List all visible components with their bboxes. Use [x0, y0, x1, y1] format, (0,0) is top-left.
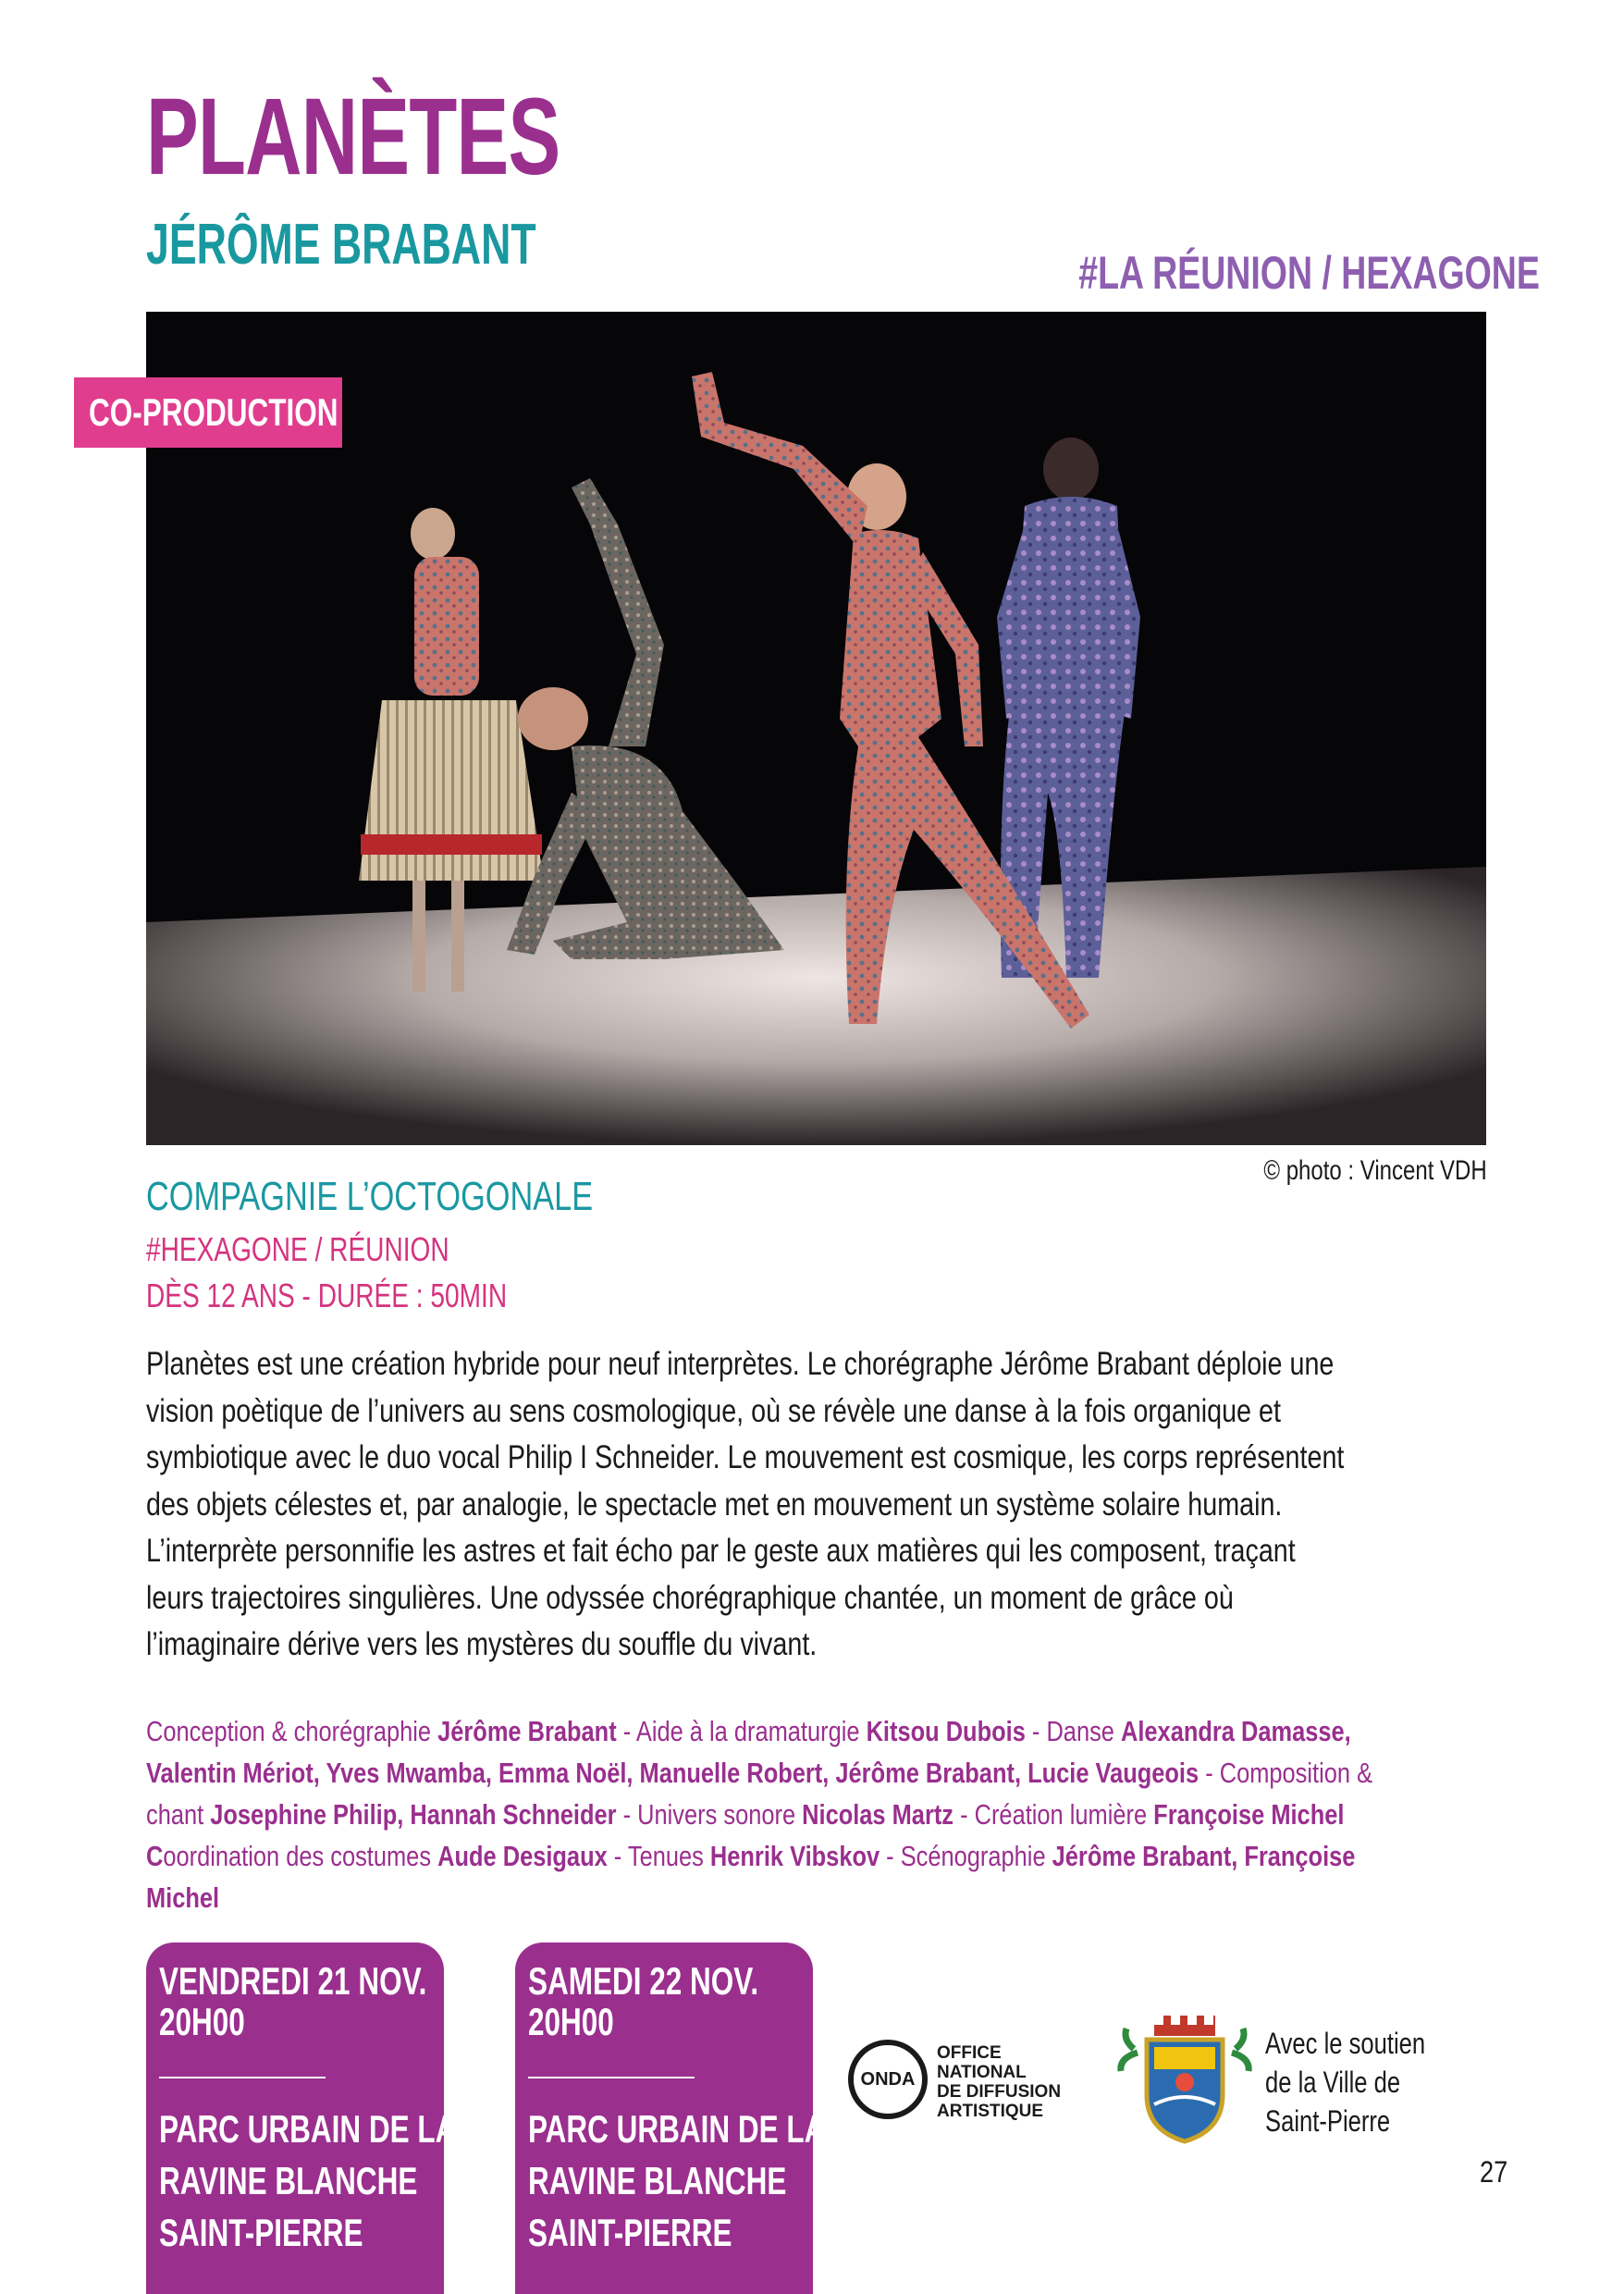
date-card-friday	[146, 1942, 457, 2294]
credits-line	[146, 1710, 1351, 1752]
date-time: 20H00	[159, 2000, 245, 2043]
credits-block	[146, 1710, 1487, 1918]
credit-name: Aude Desigaux	[437, 1840, 608, 1872]
venue-line: SAINT-PIERRE	[159, 2211, 363, 2254]
onda-line: DE DIFFUSION	[937, 2082, 1062, 2102]
venue-line: RAVINE BLANCHE	[159, 2159, 418, 2202]
description-line: vision poètique de l’univers au sens cosmologique, où se révèle une danse à la fois organique et	[146, 1392, 1281, 1429]
credits-line	[146, 1752, 1373, 1794]
onda-mark: ONDA	[860, 2069, 916, 2090]
company-name: COMPAGNIE L’OCTOGONALE	[146, 1174, 594, 1219]
credit-text: - Tenues	[607, 1840, 710, 1872]
credit-text: - Création lumière	[953, 1798, 1154, 1831]
company-origin: #HEXAGONE / RÉUNION	[146, 1230, 449, 1268]
credit-name: Kitsou Dubois	[866, 1715, 1026, 1747]
support-text	[1265, 2024, 1465, 2140]
saint-pierre-crest	[1117, 2012, 1252, 2149]
credit-name: Françoise Michel	[1153, 1798, 1345, 1831]
support-line: de la Ville de	[1265, 2066, 1401, 2099]
description-line: symbiotique avec le duo vocal Philip I Schneider. Le mouvement est cosmique, les corps représentent	[146, 1439, 1345, 1475]
date-day: SAMEDI 22 NOV.	[528, 1959, 759, 2003]
credit-name: Nicolas Martz	[802, 1798, 954, 1831]
onda-line: OFFICE	[937, 2043, 1002, 2063]
credits-line	[146, 1835, 1356, 1877]
credit-text: - Scénographie	[880, 1840, 1052, 1872]
support-line: Avec le soutien	[1265, 2027, 1426, 2060]
page-title: PLANÈTES	[146, 76, 560, 198]
page-number: 27	[1480, 2155, 1508, 2189]
description-line: des objets célestes et, par analogie, le spectacle met en mouvement un système solaire humain.	[146, 1486, 1283, 1523]
credit-text: - Univers sonore	[616, 1798, 803, 1831]
description-line: Planètes est une création hybride pour neuf interprètes. Le chorégraphe Jérôme Brabant déploie une	[146, 1346, 1335, 1382]
credit-name: C	[146, 1840, 164, 1872]
credit-text: - Aide à la dramaturgie	[616, 1715, 867, 1747]
credit-name: Jérôme Brabant	[437, 1715, 617, 1747]
venue-line: RAVINE BLANCHE	[528, 2159, 787, 2202]
photo-credit: © photo : Vincent VDH	[1263, 1155, 1487, 1186]
credit-text: chant	[146, 1798, 211, 1831]
credit-text: Conception & chorégraphie	[146, 1715, 438, 1747]
venue-line: SAINT-PIERRE	[528, 2211, 732, 2254]
performance-photo	[146, 312, 1486, 1145]
co-production-badge: CO-PRODUCTION	[74, 377, 342, 448]
credit-name: Valentin Mériot, Yves Mwamba, Emma Noël, Manuelle Robert, Jérôme Brabant, Lucie Vaugeois	[146, 1757, 1200, 1789]
credit-name: Alexandra Damasse,	[1120, 1715, 1351, 1747]
date-day: VENDREDI 21 NOV.	[159, 1959, 427, 2003]
credits-line	[146, 1794, 1345, 1835]
onda-line: NATIONAL	[937, 2063, 1027, 2082]
credit-text: - Danse	[1025, 1715, 1121, 1747]
date-card-saturday	[515, 1942, 826, 2294]
onda-logo	[846, 2031, 1087, 2133]
credit-text: oordination des costumes	[163, 1840, 438, 1872]
artist-name: JÉRÔME BRABANT	[146, 213, 536, 277]
age-duration: DÈS 12 ANS - DURÉE : 50MIN	[146, 1276, 508, 1314]
credit-text: - Composition &	[1199, 1757, 1373, 1789]
credits-line	[146, 1877, 1246, 1918]
description-line: l’imaginaire dérive vers les mystères du souffle du vivant.	[146, 1626, 818, 1662]
description	[146, 1341, 1487, 1669]
divider	[159, 2077, 326, 2078]
onda-line: ARTISTIQUE	[937, 2102, 1044, 2121]
description-line: leurs trajectoires singulières. Une odyssée chorégraphique chantée, un moment de grâce où	[146, 1579, 1234, 1616]
date-time: 20H00	[528, 2000, 614, 2043]
origin-tag: #LA RÉUNION / HEXAGONE	[1078, 247, 1540, 299]
venue-line: PARC URBAIN DE LA	[528, 2107, 826, 2151]
description-line: L’interprète personnifie les astres et fait écho par le geste aux matières qui les composent, traçant	[146, 1533, 1296, 1569]
divider	[528, 2077, 695, 2078]
credit-name: Josephine Philip, Hannah Schneider	[210, 1798, 617, 1831]
support-line: Saint-Pierre	[1265, 2104, 1391, 2138]
credit-name: Henrik Vibskov	[709, 1840, 880, 1872]
credit-name: Jérôme Brabant, Françoise	[1052, 1840, 1356, 1872]
credit-name: Michel	[146, 1881, 220, 1914]
venue-line: PARC URBAIN DE LA	[159, 2107, 457, 2151]
